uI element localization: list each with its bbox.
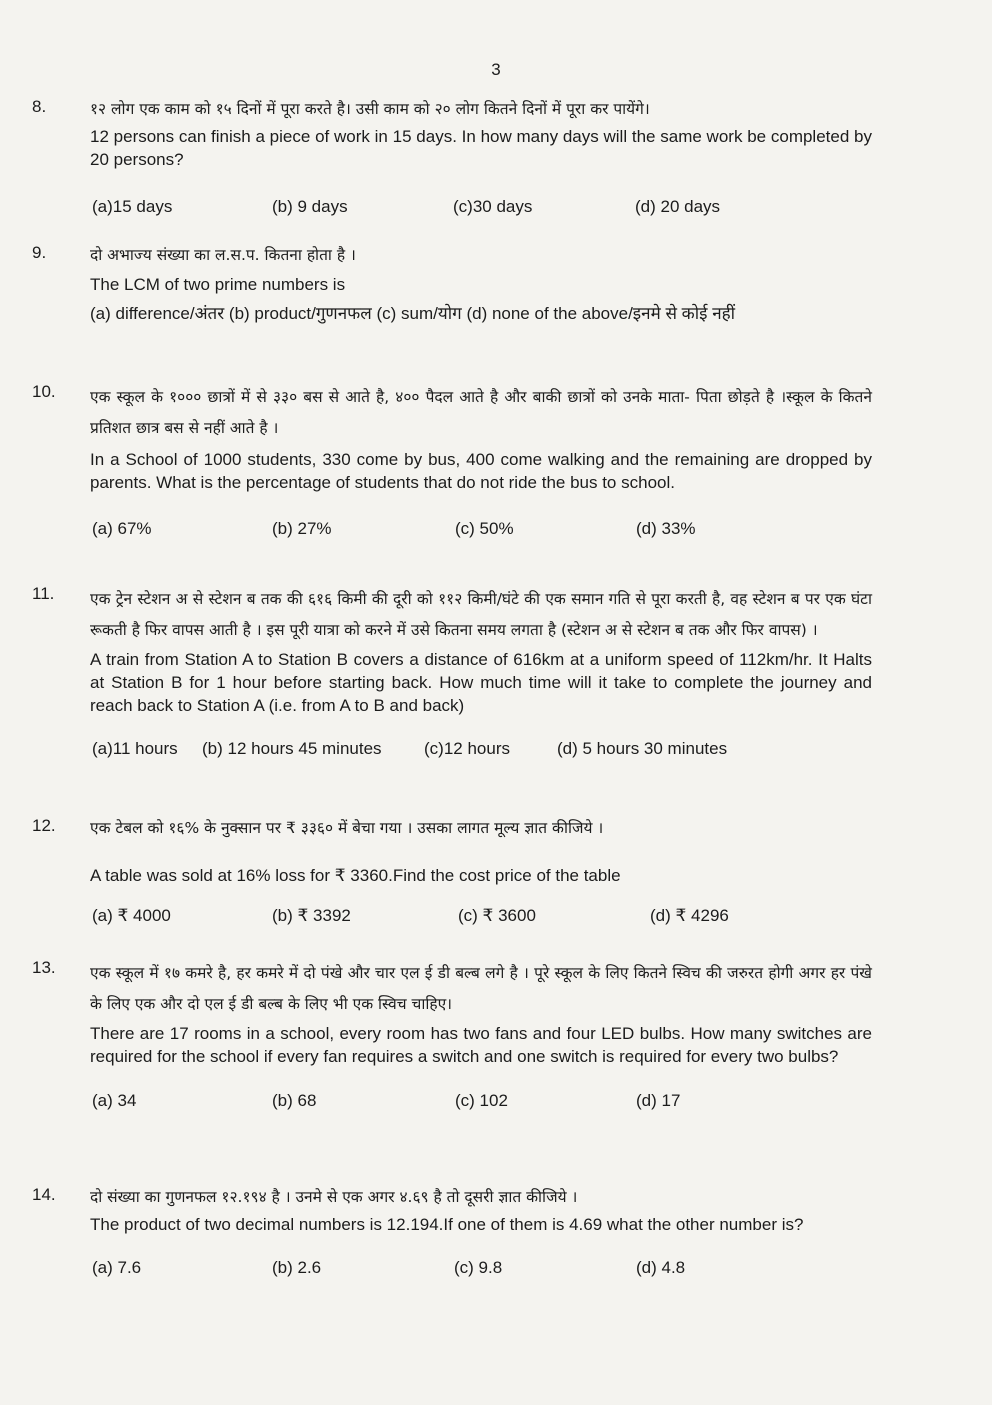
answer-options: (a) difference/अंतर (b) product/गुणनफल (c) sum/योग (d) none of the above/इनमे से कोई नहीं xyxy=(90,304,736,323)
option-d: (d) 33% xyxy=(636,519,696,538)
answer-options xyxy=(90,1091,872,1115)
answer-options xyxy=(90,519,872,543)
question-text-hindi: दो अभाज्य संख्या का ल.स.प. कितना होता है । xyxy=(90,246,356,264)
option-a: (a)15 days xyxy=(92,197,173,216)
question-number: 8. xyxy=(32,97,47,116)
answer-options xyxy=(90,197,872,221)
answer-options xyxy=(90,1258,872,1282)
option-c: (c) 9.8 xyxy=(454,1258,503,1277)
question-text-english: The LCM of two prime numbers is xyxy=(90,275,346,294)
question-number: 11. xyxy=(32,584,55,603)
question-text-english: A table was sold at 16% loss for ₹ 3360.Find the cost price of the table xyxy=(90,866,621,885)
option-a: (a)11 hours xyxy=(92,739,178,758)
answer-options xyxy=(90,739,872,763)
option-b: (b) 9 days xyxy=(272,197,348,216)
question-text-hindi: १२ लोग एक काम को १५ दिनों में पूरा करते है। उसी काम को २० लोग कितने दिनों में पूरा कर पायेंगे। xyxy=(90,100,650,118)
option-b: (b) ₹ 3392 xyxy=(272,906,351,925)
question-12 xyxy=(32,816,882,930)
option-a: (a) ₹ 4000 xyxy=(92,906,171,925)
option-a: (a) 67% xyxy=(92,519,152,538)
question-text-hindi: एक टेबल को १६% के नुक्सान पर ₹ ३३६० में बेचा गया । उसका लागत मूल्य ज्ञात कीजिये । xyxy=(90,819,604,837)
option-d: (d) 20 days xyxy=(635,197,721,216)
question-text-english: In a School of 1000 students, 330 come by bus, 400 come walking and the remaining are dropped by parents. What is the percentage of students that do not ride the bus to school. xyxy=(90,450,872,492)
option-d: (d) 17 xyxy=(636,1091,681,1110)
option-b: (b) 12 hours 45 minutes xyxy=(202,739,382,758)
question-text-english: The product of two decimal numbers is 12.194.If one of them is 4.69 what the other number is? xyxy=(90,1215,804,1234)
question-text-english: A train from Station A to Station B covers a distance of 616km at a uniform speed of 112km/hr. It Halts at Station B for 1 hour before starting back. How much time will it take to complete the journey and reach back to Station A (i.e. from A to B and back) xyxy=(90,650,872,715)
question-8 xyxy=(32,97,882,221)
option-b: (b) 2.6 xyxy=(272,1258,322,1277)
question-number: 14. xyxy=(32,1185,56,1204)
option-c: (c)12 hours xyxy=(424,739,510,758)
question-number: 13. xyxy=(32,958,56,977)
question-number: 9. xyxy=(32,243,47,262)
question-10 xyxy=(32,382,882,543)
option-c: (c) 102 xyxy=(455,1091,508,1110)
question-text-english: 12 persons can finish a piece of work in 15 days. In how many days will the same work be completed by 20 persons? xyxy=(90,127,872,169)
answer-options xyxy=(90,906,872,930)
page-number: 3 xyxy=(491,60,501,79)
question-text-english: There are 17 rooms in a school, every room has two fans and four LED bulbs. How many switches are required for the school if every fan requires a switch and one switch is required for every two bulbs? xyxy=(90,1024,872,1066)
option-c: (c) ₹ 3600 xyxy=(458,906,536,925)
question-text-hindi: एक स्कूल में १७ कमरे है, हर कमरे में दो पंखे और चार एल ई डी बल्ब लगे है । पूरे स्कूल के लिए कितने स्विच की जरुरत होगी अगर हर पंखे के लिए एक और दो एल ई डी बल्ब के लिए भी एक स्विच चाहिए। xyxy=(90,964,872,1013)
question-number: 10. xyxy=(32,382,56,401)
question-text-hindi: दो संख्या का गुणनफल १२.१९४ है । उनमे से एक अगर ४.६९ है तो दूसरी ज्ञात कीजिये । xyxy=(90,1188,578,1206)
option-d: (d) 4.8 xyxy=(636,1258,686,1277)
option-a: (a) 34 xyxy=(92,1091,137,1110)
question-11 xyxy=(32,584,882,763)
option-d: (d) ₹ 4296 xyxy=(650,906,729,925)
option-a: (a) 7.6 xyxy=(92,1258,142,1277)
option-b: (b) 27% xyxy=(272,519,332,538)
option-d: (d) 5 hours 30 minutes xyxy=(557,739,728,758)
question-text-hindi: एक स्कूल के १००० छात्रों में से ३३० बस से आते है, ४०० पैदल आते है और बाकी छात्रों को उनके माता- पिता छोड़ते है ।स्कूल के कितने प्रतिशत छात्र बस से नहीं आते है । xyxy=(90,388,872,437)
question-14 xyxy=(32,1185,882,1282)
question-text-hindi: एक ट्रेन स्टेशन अ से स्टेशन ब तक की ६१६ किमी की दूरी को ११२ किमी/घंटे की एक समान गति से पूरा करती है, वह स्टेशन ब पर एक घंटा रूकती है फिर वापस आती है । इस पूरी यात्रा को करने में उसे कितना समय लगता है (स्टेशन अ से स्टेशन ब तक और फिर वापस) । xyxy=(90,590,872,639)
question-9 xyxy=(32,243,882,327)
question-number: 12. xyxy=(32,816,56,835)
option-c: (c) 50% xyxy=(455,519,514,538)
option-c: (c)30 days xyxy=(453,197,533,216)
question-13 xyxy=(32,958,882,1115)
option-b: (b) 68 xyxy=(272,1091,317,1110)
